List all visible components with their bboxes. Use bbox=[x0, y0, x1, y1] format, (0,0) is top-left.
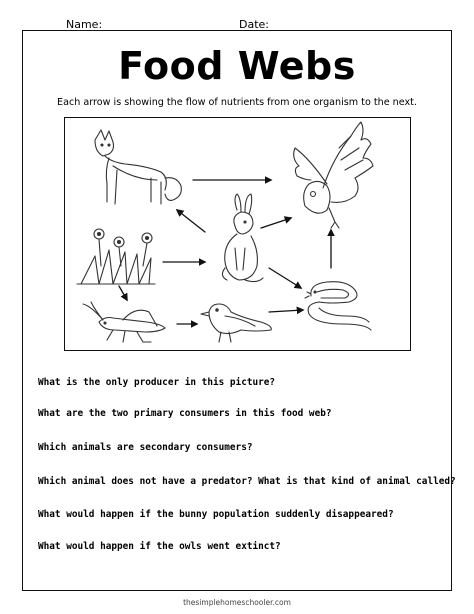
question-4: Which animal does not have a predator? What is that kind of animal called? bbox=[38, 476, 456, 487]
food-web-diagram bbox=[64, 117, 411, 351]
page-subtitle: Each arrow is showing the flow of nutrients from one organism to the next. bbox=[57, 97, 417, 108]
question-3: Which animals are secondary consumers? bbox=[38, 442, 253, 453]
question-2: What are the two primary consumers in this food web? bbox=[38, 408, 332, 419]
owl-illustration bbox=[294, 122, 373, 228]
page-title: Food Webs bbox=[118, 44, 356, 88]
snake-illustration bbox=[305, 282, 371, 330]
question-6: What would happen if the owls went extinct? bbox=[38, 541, 281, 552]
grass-flowers-illustration bbox=[77, 229, 155, 284]
question-1: What is the only producer in this picture? bbox=[38, 377, 276, 388]
date-label: Date: bbox=[239, 18, 269, 31]
rabbit-illustration bbox=[222, 194, 263, 282]
fox-illustration bbox=[95, 130, 181, 204]
name-label: Name: bbox=[66, 18, 103, 31]
question-5: What would happen if the bunny population suddenly disappeared? bbox=[38, 509, 394, 520]
footer-credit: thesimplehomeschooler.com bbox=[183, 598, 291, 607]
bird-illustration bbox=[201, 304, 271, 342]
grasshopper-illustration bbox=[83, 302, 165, 342]
